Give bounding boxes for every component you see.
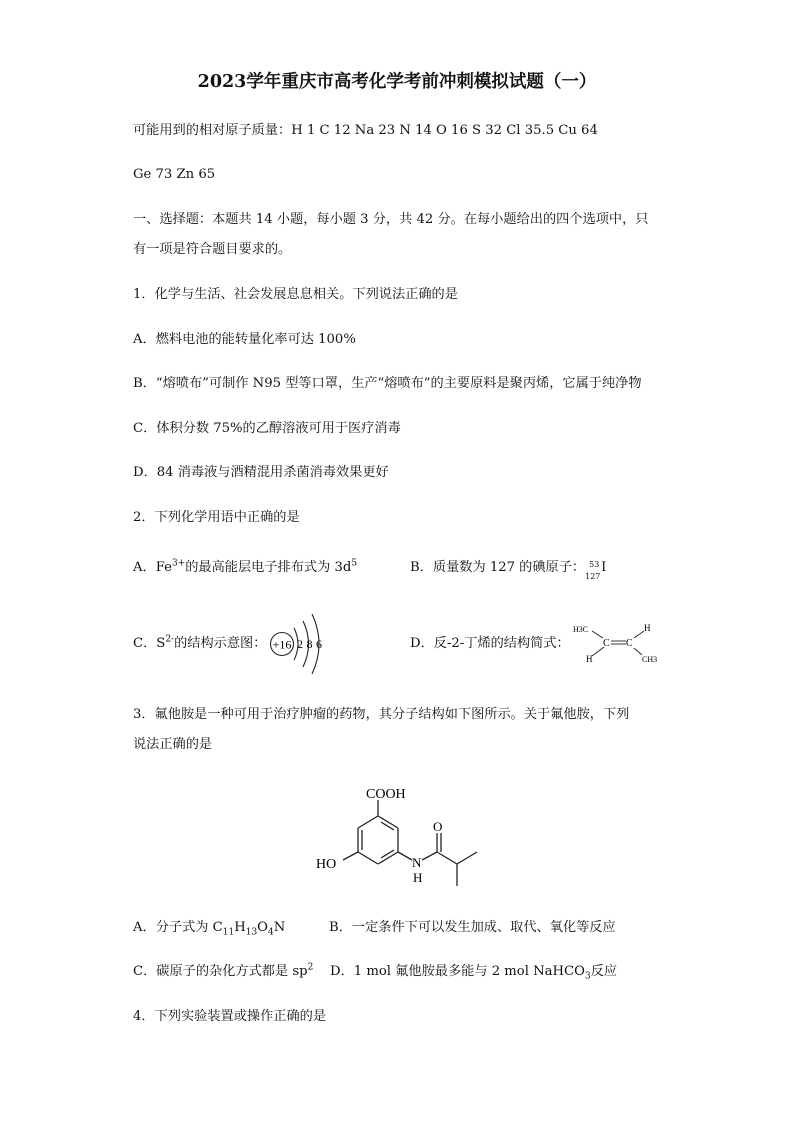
q2-option-c: C．$S^{2-}$的结构示意图： [133,634,267,651]
section-header-line-1: 一、选择题：本题共 14 小题，每小题 3 分，共 42 分。在每小题给出的四个选项中，只 [133,212,649,227]
q3-stem-line-1: 3．氟他胺是一种可用于治疗肿瘤的药物，其分子结构如下图所示。关于氟他胺，下列 [133,707,630,722]
trans-2-butene-structure [570,620,666,668]
label-cooh: COOH [366,787,406,802]
section-header-line-2: 有一项是符合题目要求的。 [133,242,292,257]
q1-option-b: B．“熔喷布”可制作 N95 型等口罩，生产“熔喷布”的主要原料是聚丙烯，它属于纯净物 [133,376,642,391]
q1-option-a: A．燃料电池的能转量化率可达 100% [133,332,356,347]
q2-option-a: A．$Fe^{3+}$的最高能层电子排布式为 $3d^5$ [133,558,358,575]
atomic-mass-line-2: Ge 73 Zn 65 [133,167,216,182]
page-title: 2023学年重庆市高考化学考前冲刺模拟试题（一） [197,72,597,92]
label-c-right: C [626,638,633,649]
label-ch3: CH3 [642,655,658,664]
shell-3-count: 6 [316,637,322,651]
q3-option-a: A．分子式为 $C_{11}H_{13}O_4N$ [133,920,286,938]
q1-option-d: D．84 消毒液与酒精混用杀菌消毒效果更好 [133,465,389,480]
flutamide-structure [310,780,510,895]
label-h-left: H [586,654,593,664]
label-h: H [413,870,423,885]
atomic-mass-line-1: 可能用到的相对原子质量：H 1 C 12 Na 23 N 14 O 16 S 32 Cl 35.5 Cu 64 [133,123,598,138]
q2-stem: 2．下列化学用语中正确的是 [133,510,300,525]
nucleus-charge: +16 [272,637,292,652]
label-c-left: C [603,638,610,649]
shell-2-count: 8 [306,637,313,651]
q2-option-d: D．反-2-丁烯的结构简式： [410,636,570,651]
label-carbonyl-o: O [433,819,443,834]
q4-stem: 4．下列实验装置或操作正确的是 [133,1009,327,1024]
q3-stem-line-2: 说法正确的是 [133,737,213,752]
q1-option-c: C．体积分数 75%的乙醇溶液可用于医疗消毒 [133,421,401,436]
q3-option-d: D．1 mol 氟他胺最多能与 2 mol NaHCO$_3$反应 [330,964,618,982]
shell-1-count: 2 [297,637,303,651]
q3-option-b: B．一定条件下可以发生加成、取代、氧化等反应 [329,920,616,935]
q3-option-c: C．碳原子的杂化方式都是 $sp^2$ [133,962,314,979]
label-h-right: H [644,623,651,633]
label-h3c: H3C [573,625,589,634]
label-ho: HO [316,857,337,872]
sulfide-ion-structure-diagram [262,604,342,684]
q2-option-b: B．质量数为 127 的碘原子： 53 127 I [410,560,607,581]
q1-stem: 1．化学与生活、社会发展息息相关。下列说法正确的是 [133,287,458,302]
label-n: N [412,855,422,870]
